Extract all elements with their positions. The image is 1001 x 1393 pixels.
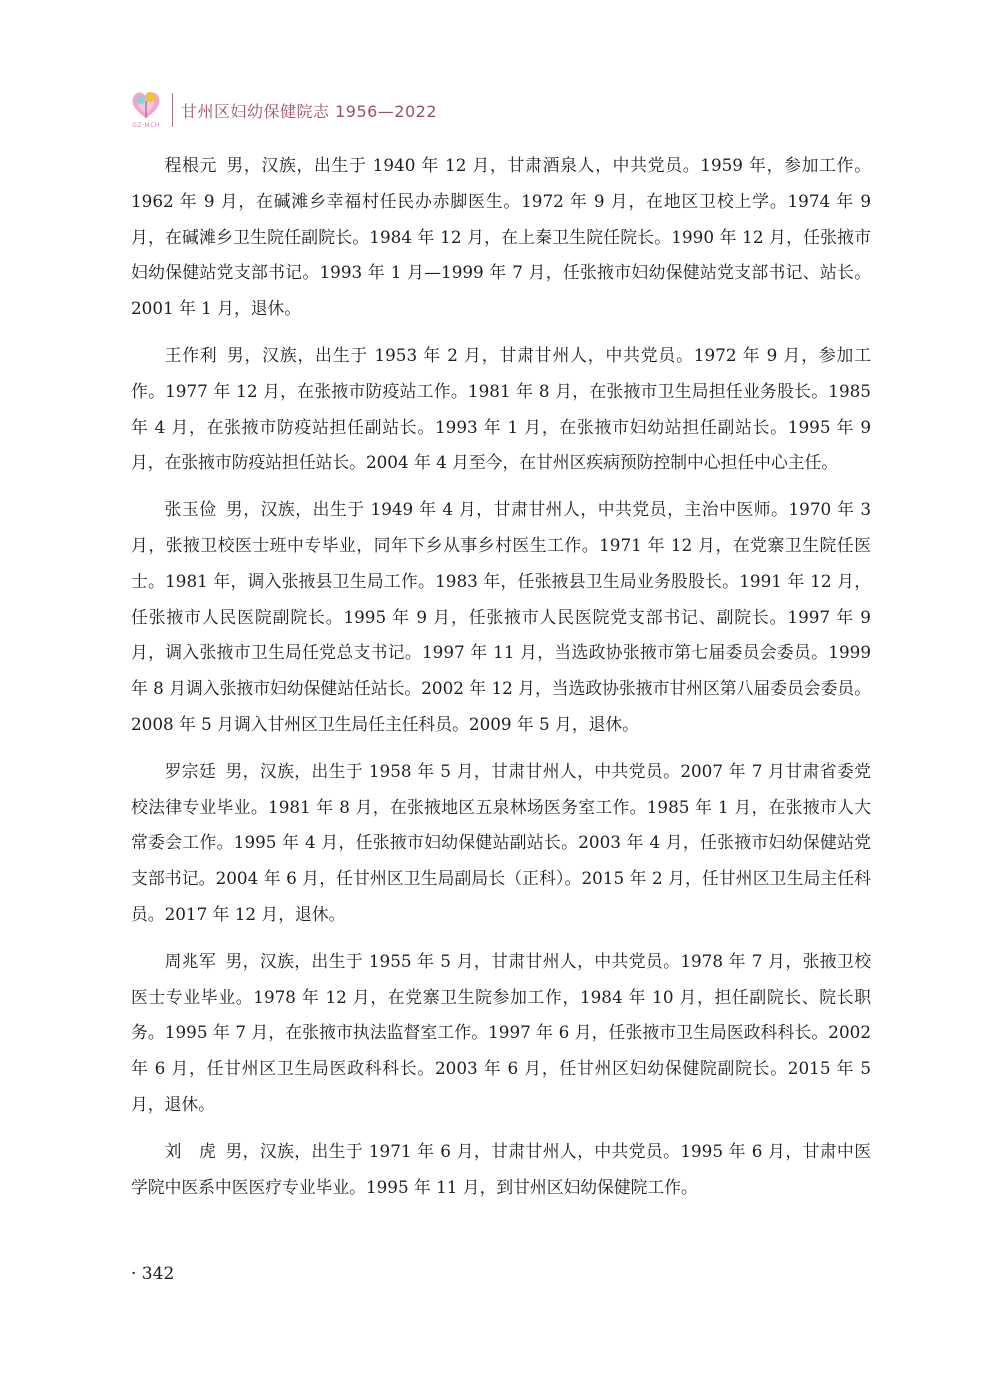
biography-text: 男，汉族，出生于 1949 年 4 月，甘肃甘州人，中共党员，主治中医师。1970 年 3 月，张掖卫校医士班中专毕业，同年下乡从事乡村医生工作。1971 年 12 月，在党寨卫生院任医士。1981 年，调入张掖县卫生局工作。1983 年，任张掖县卫生局业务股股长。1991 年 12 月，任张掖市人民医院副院长。1995 年 9 月，任张掖市人民医院党支部书记、副院长。1997 年 9 月，调入张掖市卫生局任党总支书记。1997 年 11 月，当选政协张掖市第七届委员会委员。1999 年 8 月调入张掖市妇幼保健站任站长。2002 年 12 月，当选政协张掖市甘州区第八届委员会委员。2008 年 5 月调入甘州区卫生局任主任科员。2009 年 5 月，退休。	[131, 499, 871, 734]
biography-entry	[131, 754, 871, 933]
biography-text: 男，汉族，出生于 1953 年 2 月，甘肃甘州人，中共党员。1972 年 9 月，参加工作。1977 年 12 月，在张掖市防疫站工作。1981 年 8 月，在张掖市卫生局担任业务股长。1985 年 4 月，在张掖市防疫站担任副站长。1993 年 1 月，在张掖市妇幼站担任副站长。1995 年 9 月，在张掖市防疫站担任站长。2004 年 4 月至今，在甘州区疾病预防控制中心担任中心主任。	[131, 344, 871, 473]
biography-list	[131, 148, 871, 1216]
running-header	[128, 88, 437, 132]
biography-text: 男，汉族，出生于 1971 年 6 月，甘肃甘州人，中共党员。1995 年 6 月，甘肃中医学院中医系中医医疗专业毕业。1995 年 11 月，到甘州区妇幼保健院工作。	[131, 1140, 871, 1197]
person-name: 王作利	[164, 344, 218, 365]
biography-entry	[131, 944, 871, 1123]
biography-text: 男，汉族，出生于 1958 年 5 月，甘肃甘州人，中共党员。2007 年 7 月甘肃省委党校法律专业毕业。1981 年 8 月，在张掖地区五泉林场医务室工作。1985 年 1 月，在张掖市人大常委会工作。1995 年 4 月，任张掖市妇幼保健站副站长。2003 年 4 月，任张掖市妇幼保健站党支部书记。2004 年 6 月，任甘州区卫生局副局长（正科）。2015 年 2 月，任甘州区卫生局主任科员。2017 年 12 月，退休。	[131, 760, 871, 924]
header-divider	[172, 93, 173, 127]
biography-entry	[131, 148, 871, 327]
heart-flower-icon	[128, 88, 164, 122]
hospital-logo	[128, 88, 164, 132]
person-name: 周兆军	[164, 950, 217, 971]
page-number: · 342	[131, 1264, 175, 1284]
person-name: 张玉俭	[164, 499, 217, 520]
biography-text: 男，汉族，出生于 1940 年 12 月，甘肃酒泉人，中共党员。1959 年，参加工作。1962 年 9 月，在碱滩乡幸福村任民办赤脚医生。1972 年 9 月，在地区卫校上学。1974 年 9 月，在碱滩乡卫生院任副院长。1984 年 12 月，在上秦卫生院任院长。1990 年 12 月，任张掖市妇幼保健站党支部书记。1993 年 1 月—1999 年 7 月，任张掖市妇幼保健站党支部书记、站长。2001 年 1 月，退休。	[131, 155, 871, 319]
book-title: 甘州区妇幼保健院志 1956—2022	[181, 101, 438, 121]
biography-entry	[131, 1134, 871, 1206]
biography-text: 男，汉族，出生于 1955 年 5 月，甘肃甘州人，中共党员。1978 年 7 月，张掖卫校医士专业毕业。1978 年 12 月，在党寨卫生院参加工作，1984 年 10 月，担任副院长、院长职务。1995 年 7 月，在张掖市执法监督室工作。1997 年 6 月，任张掖市卫生局医政科科长。2002 年 6 月，任甘州区卫生局医政科科长。2003 年 6 月，任甘州区妇幼保健院副院长。2015 年 5 月，退休。	[131, 950, 871, 1114]
biography-entry	[131, 338, 871, 481]
person-name: 程根元	[164, 155, 218, 175]
logo-text: GZ·MCH	[132, 122, 160, 129]
person-name: 罗宗廷	[164, 760, 217, 781]
biography-entry	[131, 492, 871, 743]
person-name: 刘 虎	[164, 1140, 217, 1161]
